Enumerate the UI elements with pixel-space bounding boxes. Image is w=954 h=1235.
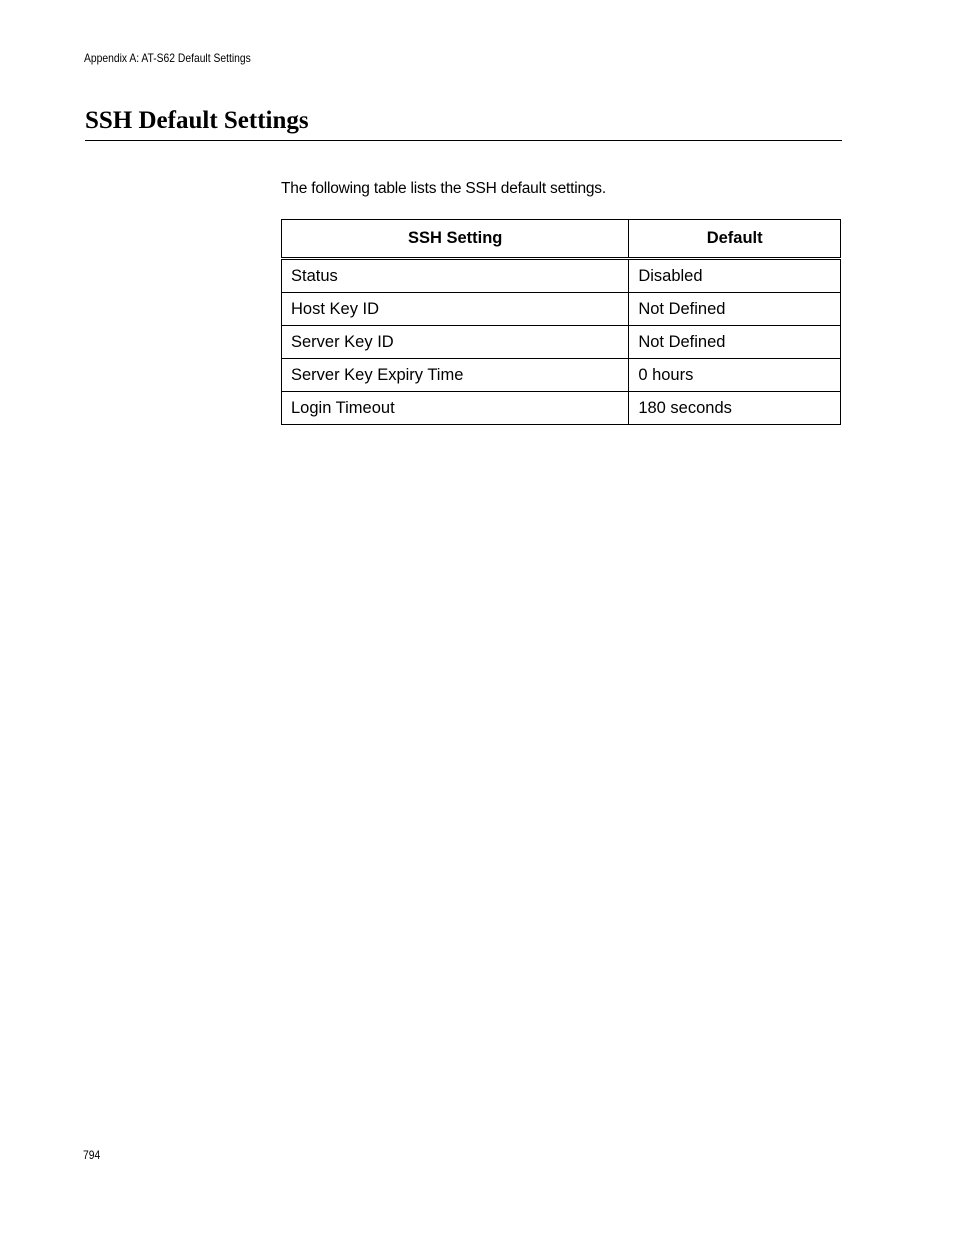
title-rule (85, 140, 842, 141)
table-row (282, 259, 841, 293)
ssh-settings-table (281, 219, 841, 425)
table-row (282, 392, 841, 425)
table-row (282, 359, 841, 392)
setting-cell: Status (282, 259, 629, 293)
setting-cell: Host Key ID (282, 293, 629, 326)
setting-cell: Login Timeout (282, 392, 629, 425)
table-header-row (282, 220, 841, 259)
default-cell: Disabled (629, 259, 841, 293)
column-header-setting: SSH Setting (282, 220, 629, 259)
intro-paragraph: The following table lists the SSH default settings. (281, 180, 606, 197)
setting-cell: Server Key Expiry Time (282, 359, 629, 392)
table-row (282, 293, 841, 326)
page-number: 794 (83, 1148, 101, 1162)
section-title: SSH Default Settings (85, 107, 309, 134)
default-cell: 0 hours (629, 359, 841, 392)
default-cell: Not Defined (629, 326, 841, 359)
setting-cell: Server Key ID (282, 326, 629, 359)
table-row (282, 326, 841, 359)
default-cell: 180 seconds (629, 392, 841, 425)
running-header: Appendix A: AT-S62 Default Settings (84, 51, 251, 65)
default-cell: Not Defined (629, 293, 841, 326)
column-header-default: Default (629, 220, 841, 259)
